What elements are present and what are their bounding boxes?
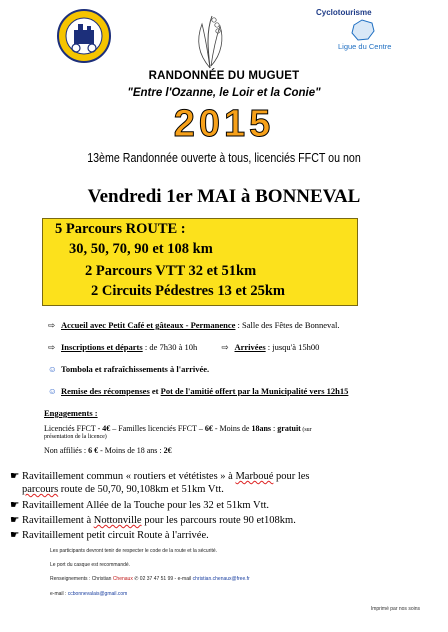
fees-licencies: Licenciés FFCT - 4€ – Familles licenciés FFCT – 6€ - Moins de 18ans : gratuit (sur [44,424,312,433]
contact-email-link[interactable]: christian.chenaux@free.fr [192,576,250,582]
club-email-link[interactable]: ccbonnevalais@gmail.com [67,591,128,597]
printed-by-note: Imprimé par nos soins [370,606,420,612]
fees-non-affilies: Non affiliés : 6 € - Moins de 18 ans : 2€ [44,446,172,455]
arrow-right-icon: ⇨ [48,342,56,352]
event-date: Vendredi 1er MAI à BONNEVAL [87,186,361,207]
footer-casque: Le port du casque est recommandé. [50,562,131,568]
event-title: RANDONNÉE DU MUGUET [148,70,300,82]
parcours-route-distances: 30, 50, 70, 90 et 108 km [69,241,213,257]
parcours-vtt: 2 Parcours VTT 32 et 51km [85,263,257,279]
footer-club-email: e-mail : ccbonnevalais@gmail.com [50,591,128,597]
footer-code-route: Les participants devront tenir de respecter le code de la route et la sécurité. [50,548,218,554]
arrow-right-icon: ⇨ [48,320,56,330]
muguet-icon [190,10,230,70]
pointing-hand-icon: ☛ [10,471,20,482]
circuits-pedestres: 2 Circuits Pédestres 13 et 25km [91,283,285,299]
info-recompenses: ☺ Remise des récompenses et Pot de l'amitié offert par la Municipalité vers 12h15 [48,386,349,396]
fees-heading: Engagements : [44,408,98,418]
fees-note: présentation de la licence) [44,434,107,440]
smiley-icon: ☺ [48,364,57,374]
region-map-icon [350,19,376,41]
event-year: 2015 [173,103,275,145]
pointing-hand-icon: ☛ [10,515,20,526]
ravitaillement-2: ☛ Ravitaillement Allée de la Touche pour les 32 et 51km Vtt. [10,500,270,511]
info-tombola: ☺ Tombola et rafraîchissements à l'arrivée. [48,364,210,374]
ligue-du-centre-logo [316,8,404,60]
arrow-right-icon: ⇨ [221,342,229,352]
ravitaillement-4: ☛ Ravitaillement petit circuit Route à l'arrivée. [10,530,209,541]
pointing-hand-icon: ☛ [10,530,20,541]
ravitaillement-1-cont: parcours route de 50,70, 90,108km et 51km Vtt. [22,484,224,495]
ligue-bottom-text: Ligue du Centre [338,42,392,51]
pointing-hand-icon: ☛ [10,500,20,511]
parcours-route-heading: 5 Parcours ROUTE : [55,221,186,237]
smiley-icon: ☺ [48,386,57,396]
ravitaillement-1: ☛ Ravitaillement commun « routiers et vététistes » à Marboué pour les [10,471,310,482]
event-tagline: "Entre l'Ozanne, le Loir et la Conie" [127,87,321,99]
cyclo-club-logo [56,8,112,64]
info-accueil: ⇨ Accueil avec Petit Café et gâteaux - Permanence : Salle des Fêtes de Bonneval. [48,320,340,330]
ravitaillement-3: ☛ Ravitaillement à Nottonville pour les parcours route 90 et108km. [10,515,296,526]
info-inscriptions: ⇨ Inscriptions et départs : de 7h30 à 10h ⇨ Arrivées : jusqu'à 15h00 [48,342,320,352]
footer-renseignements: Renseignements : Christian Chenaux ✆ 02 37 47 51 99 - e-mail christian.chenaux@free.fr [50,576,250,582]
ligue-top-text: Cyclotourisme [316,8,372,17]
event-subtitle: 13ème Randonnée ouverte à tous, licenciés FFCT ou non [87,150,361,165]
parcours-box [42,218,358,306]
